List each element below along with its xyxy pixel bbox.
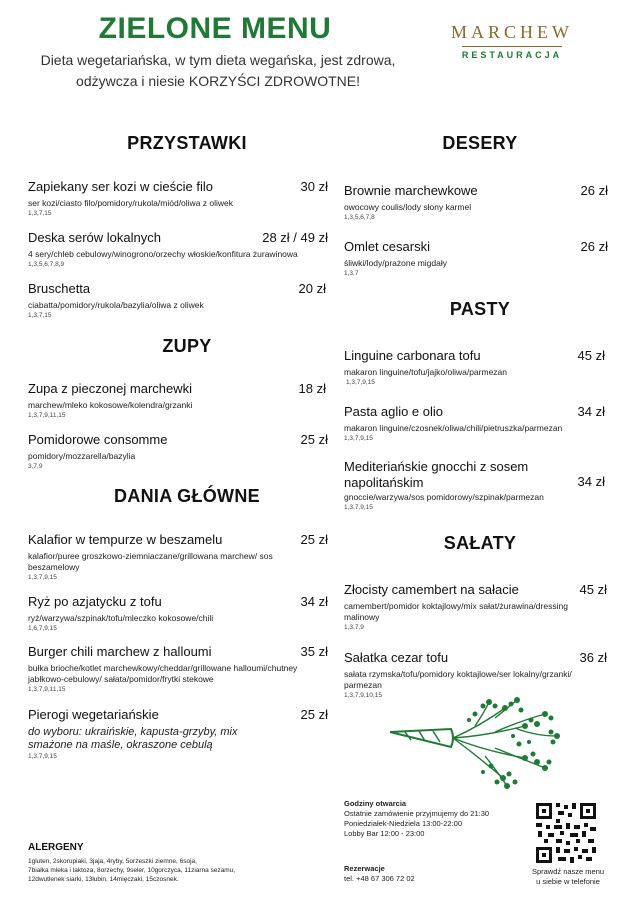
- menu-item: [344, 582, 607, 631]
- item-allergens: 1,3,7,9,15: [28, 753, 57, 760]
- item-description: ryż/warzywa/szpinak/tofu/mleczko kokosowe/chili: [28, 613, 214, 623]
- item-name: Zupa z pieczonej marchewki: [28, 381, 193, 396]
- allergens-line: 12dwutlenek siarki, 13łubin, 14mięczaki, 15czosnek.: [28, 876, 179, 883]
- item-price: 28 zł / 49 zł: [262, 230, 328, 245]
- subtitle-line: Dieta wegetariańska, w tym dieta wegańska, jest zdrowa,: [40, 52, 396, 68]
- item-description: do wyboru: ukraińskie, kapusta-grzyby, mix smażone na maśle, okraszone cebulą: [28, 726, 238, 751]
- item-description: camembert/pomidor koktajlowy/mix sałat/żurawina/dressing malinowy: [344, 601, 568, 622]
- item-allergens: 1,3,7,9,15: [346, 379, 375, 386]
- item-allergens: 1,3,7,9,15: [344, 435, 373, 442]
- item-price: 18 zł: [298, 381, 326, 396]
- item-price: 25 zł: [300, 707, 328, 722]
- item-price: 26 zł: [580, 183, 608, 198]
- section-title-dania-glowne: DANIA GŁÓWNE: [114, 486, 260, 506]
- item-description: ciabatta/pomidory/rukola/bazylia/oliwa z oliwek: [28, 300, 204, 310]
- hours-line: Lobby Bar 12:00 - 23:00: [344, 829, 425, 838]
- menu-item: [28, 381, 328, 419]
- hours-line: Ostatnie zamówienie przyjmujemy do 21:30: [344, 809, 490, 818]
- hours-title: Godziny otwarcia: [344, 799, 407, 808]
- item-name: Kalafior w tempurze w beszamelu: [28, 532, 223, 547]
- brand-logo: [432, 22, 592, 60]
- menu-item: [344, 404, 605, 442]
- item-allergens: 1,3,7,9,15: [28, 574, 57, 581]
- item-allergens: 1,3,7,9,10,15: [344, 692, 382, 699]
- allergens-title: ALERGENY: [28, 842, 84, 853]
- section-title-zupy: ZUPY: [162, 336, 212, 356]
- qr-code-graphic: [534, 801, 598, 865]
- item-allergens: 1,3,7,15: [28, 210, 52, 217]
- section-title-przystawki: PRZYSTAWKI: [127, 133, 247, 153]
- item-name: Bruschetta: [28, 281, 91, 296]
- item-allergens: 1,3,7,9,11,15: [28, 686, 66, 693]
- reservation-title: Rezerwacje: [344, 864, 385, 873]
- menu-item: [344, 348, 605, 386]
- item-name: Omlet cesarski: [344, 239, 430, 254]
- item-allergens: 1,3,7,9,15: [344, 504, 373, 511]
- item-description: owocowy coulis/lody słony karmel: [344, 202, 472, 212]
- item-price: 45 zł: [577, 348, 605, 363]
- brand-name: MARCHEW: [451, 22, 573, 42]
- item-name: Zapiekany ser kozi w cieście filo: [28, 179, 213, 194]
- hours-line: Poniedziałek-Niedziela 13:00-22:00: [344, 819, 462, 828]
- item-description: ser kozi/ciasto filo/pomidory/rukola/miód/oliwa z oliwek: [28, 198, 234, 208]
- item-price: 25 zł: [300, 432, 328, 447]
- item-price: 34 zł: [300, 594, 328, 609]
- item-name: Pierogi wegetariańskie: [28, 707, 159, 722]
- page-title: ZIELONE MENU: [98, 12, 332, 45]
- qr-caption-line: Sprawdź nasze menu: [531, 867, 605, 876]
- item-name: [344, 459, 564, 491]
- carrot-leaves: [453, 700, 557, 786]
- item-price: 36 zł: [579, 650, 607, 665]
- menu-item: [28, 594, 328, 632]
- item-allergens: 1,3,7,15: [28, 312, 52, 319]
- menu-item: [28, 179, 328, 217]
- item-description: 4 sery/chleb cebulowy/winogrono/orzechy włoskie/konfitura żurawinowa: [28, 249, 298, 259]
- allergens-line: 7białka mleka i laktoza, 8orzechy, 9seler, 10gorczyca, 11ziarna sezamu,: [28, 867, 236, 874]
- item-description: makaron linguine/tofu/jajko/oliwa/parmezan: [344, 367, 508, 377]
- item-allergens: 1,3,5,6,7,8,9: [28, 261, 65, 268]
- subtitle-line: odżywcza i niesie KORZYŚCI ZDROWOTNE!: [76, 73, 360, 89]
- item-price: 34 zł: [577, 404, 605, 419]
- section-title-desery: DESERY: [442, 133, 518, 153]
- allergens-legend: [28, 842, 318, 884]
- item-description: pomidory/mozzarella/bazylia: [28, 451, 136, 461]
- menu-item: [28, 432, 328, 470]
- section-title-salaty: SAŁATY: [443, 533, 517, 553]
- opening-hours: [344, 799, 544, 839]
- item-name: Ryż po azjatycku z tofu: [28, 594, 162, 609]
- item-name: Złocisty camembert na sałacie: [344, 582, 519, 597]
- carrot-body: [390, 729, 453, 747]
- item-name-line: napolitańskim: [344, 475, 424, 490]
- item-allergens: 1,3,7: [344, 270, 359, 277]
- item-price: 26 zł: [580, 239, 608, 254]
- section-title-pasty: PASTY: [449, 299, 511, 319]
- menu-item: [344, 239, 608, 277]
- item-name: Sałatka cezar tofu: [344, 650, 449, 665]
- item-name: Pomidorowe consomme: [28, 432, 168, 447]
- item-description: kalafior/puree groszkowo-ziemniaczane/grillowana marchew/ sos beszamelowy: [28, 551, 273, 572]
- menu-item: [28, 230, 328, 268]
- menu-item: [28, 532, 328, 581]
- item-name: Linguine carbonara tofu: [344, 348, 481, 363]
- item-name: Burger chili marchew z halloumi: [28, 644, 212, 659]
- item-description: marchew/mleko kokosowe/kolendra/grzanki: [28, 400, 193, 410]
- item-price: 20 zł: [298, 281, 326, 296]
- item-allergens: 1,3,7,9: [344, 624, 364, 631]
- item-allergens: 1,3,5,6,7,8: [344, 214, 375, 221]
- item-description: gnoccie/warzywa/sos pomidorowy/szpinak/parmezan: [344, 492, 544, 502]
- menu-item: [344, 650, 607, 699]
- item-allergens: 1,6,7,9,15: [28, 625, 57, 632]
- reservation-phone: tel. +48 67 306 72 02: [344, 874, 415, 883]
- item-description: śliwki/lody/prażone migdały: [344, 258, 447, 268]
- item-price: 34 zł: [577, 474, 605, 489]
- item-allergens: 1,3,7,9,11,15: [28, 412, 66, 419]
- item-allergens: 3,7,9: [28, 463, 43, 470]
- item-name-line: Mediteriańskie gnocchi z sosem: [344, 459, 529, 474]
- item-name: Brownie marchewkowe: [344, 183, 478, 198]
- item-name: Pasta aglio e olio: [344, 404, 444, 419]
- item-price: 30 zł: [300, 179, 328, 194]
- carrot-illustration: [385, 696, 565, 790]
- qr-code[interactable]: [534, 801, 598, 865]
- menu-item: [344, 183, 608, 221]
- menu-item: [28, 644, 328, 693]
- menu-item: [28, 281, 328, 319]
- menu-item: [344, 459, 605, 511]
- page-subtitle: [18, 50, 418, 92]
- item-description: sałata rzymska/tofu/pomidory koktajlowe/ser lokalny/grzanki/ parmezan: [344, 669, 572, 690]
- item-price: 45 zł: [579, 582, 607, 597]
- brand-divider: [462, 46, 562, 47]
- qr-caption: [516, 867, 620, 887]
- item-price: 35 zł: [300, 644, 328, 659]
- item-price: 25 zł: [300, 532, 328, 547]
- brand-subtitle: RESTAURACJA: [461, 50, 563, 60]
- allergens-line: 1gluten, 2skorupiaki, 3jaja, 4ryby, 5orzeszki ziemne, 6soja,: [28, 858, 197, 865]
- qr-caption-line: u siebie w telefonie: [536, 877, 600, 886]
- reservations: [344, 864, 524, 884]
- item-description: bułka brioche/kotlet marchewkowy/cheddar/grillowane halloumi/chutney jabłkowo-cebulowy/ sałata/pomidor/frytki stekowe: [28, 663, 298, 684]
- menu-item: [28, 707, 328, 760]
- item-name: Deska serów lokalnych: [28, 230, 161, 245]
- item-description: makaron linguine/czosnek/oliwa/chili/pietruszka/parmezan: [344, 423, 563, 433]
